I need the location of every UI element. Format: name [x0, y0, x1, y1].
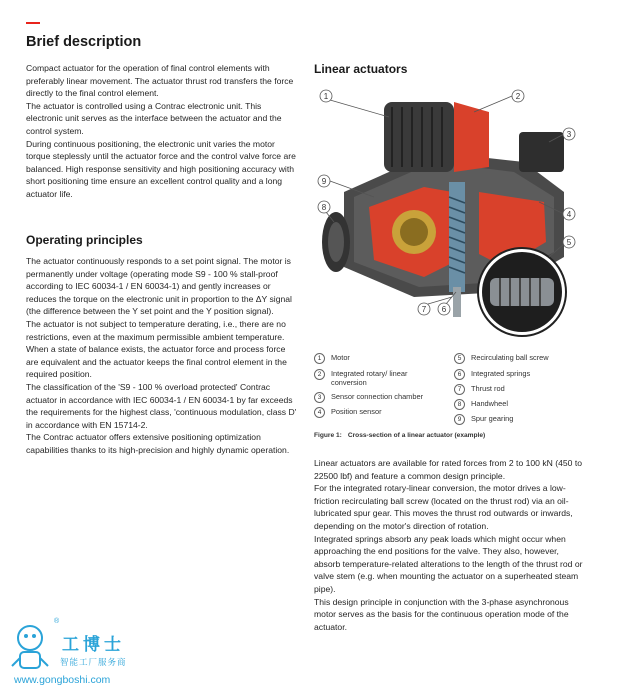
legend-label: Recirculating ball screw — [471, 353, 549, 362]
legend-label: Motor — [331, 353, 350, 362]
legend-number: 9 — [454, 414, 465, 425]
operating-paragraph: The Contrac actuator offers extensive positioning optimization capabilities thanks to its high-precision and highly dynamic operation. — [26, 432, 290, 455]
linear-paragraph: This design principle in conjunction with the 3-phase asynchronous motor serves as the basis for the continuous operation mode of the actuator. — [314, 596, 569, 632]
callout-label: 2 — [515, 92, 521, 101]
linear-paragraph: Linear actuators are available for rated forces from 2 to 100 kN (450 to 22500 lbf) and feature a common design principle. — [314, 458, 582, 481]
watermark-url: www.gongboshi.com — [14, 674, 111, 686]
legend-number: 5 — [454, 353, 465, 364]
linear-actuators-text — [314, 457, 584, 633]
legend-number: 7 — [454, 384, 465, 395]
legend-item — [314, 392, 423, 403]
legend-label: Thrust rod — [471, 384, 505, 393]
legend-label: Spur gearing — [471, 414, 514, 423]
caption-label: Figure 1: — [314, 432, 342, 439]
operating-paragraph: The actuator continuously responds to a set point signal. The motor is permanently under voltage (operating mode S9 - 100 % stall-proof according to IEC 60034-1 / EN 60034-1) and gently increases or reduces the torque on the electronic unit in proportion to the ΔY signal (the difference between the Y set point and the Y position signal). — [26, 256, 292, 317]
legend-label: Handwheel — [471, 399, 508, 408]
callout-label: 4 — [566, 210, 572, 219]
legend-number: 3 — [314, 392, 325, 403]
legend-item — [454, 369, 530, 380]
legend-item — [314, 353, 350, 364]
brief-description-text — [26, 62, 298, 201]
legend-number: 4 — [314, 407, 325, 418]
linear-paragraph: Integrated springs absorb any peak loads which might occur when approaching the end positions for the valve. They also, however, absorb temperature-related alterations to the length of the thrust rod or valve stem (e.g. when mounting the actuator on a superheated steam pipe). — [314, 533, 583, 594]
operating-principles-text — [26, 255, 298, 457]
legend-label: Sensor connection chamber — [331, 392, 424, 401]
accent-bar — [26, 22, 40, 24]
figure-caption — [314, 432, 491, 439]
callout-8 — [318, 201, 334, 222]
callout-label: 7 — [421, 305, 427, 314]
legend-item — [454, 414, 513, 425]
callout-2 — [474, 90, 524, 112]
legend-item — [454, 384, 505, 395]
callout-label: 8 — [321, 203, 327, 212]
legend-label: Position sensor — [331, 407, 382, 416]
page-title: Brief description — [26, 34, 142, 50]
legend-number: 2 — [314, 369, 325, 380]
callout-label: 5 — [566, 238, 572, 247]
callout-label: 1 — [323, 92, 329, 101]
operating-paragraph: The classification of the 'S9 - 100 % overload protected' Contrac actuator in accordance with IEC 60034-1 / EN 60034-1 by far exceeds the requirements for the highest class, 'continuous modulation, class D' in accordance with EN 15714-2. — [26, 381, 297, 430]
linear-paragraph: For the integrated rotary-linear conversion, the motor drives a low-friction recirculating ball screw (located on the thrust rod) via an oil-lubricated spur gear. This moves the thrust rod outwards or inwards, depending on the motor's direction of rotation. — [314, 483, 573, 531]
actuator-cross-section-figure — [314, 82, 584, 346]
legend-item — [314, 369, 424, 387]
linear-actuators-heading: Linear actuators — [314, 62, 408, 76]
watermark-title: 工博士 — [62, 635, 125, 654]
registered-mark: ® — [54, 618, 60, 625]
legend-number: 8 — [454, 399, 465, 410]
brief-paragraph: The actuator is controlled using a Contrac electronic unit. This electronic unit serves as the interface between the actuator and the control system. — [26, 100, 282, 136]
handwheel-illustration — [322, 212, 350, 272]
legend-item — [454, 353, 549, 364]
brief-paragraph: During continuous positioning, the electronic unit varies the motor torque steplessly until the actuator force and the control valve force are balanced. High response sensitivity and high positioning accuracy with short positioning time ensure an excellent control quality and a long actuator life. — [26, 138, 296, 199]
callout-1 — [320, 90, 389, 117]
ball-screw-inset — [478, 248, 566, 336]
callout-label: 9 — [321, 177, 327, 186]
legend-number: 1 — [314, 353, 325, 364]
legend-label: Integrated rotary/ linear conversion — [331, 369, 408, 387]
legend-number: 6 — [454, 369, 465, 380]
callout-label: 6 — [441, 305, 447, 314]
operating-principles-heading: Operating principles — [26, 233, 143, 247]
brief-paragraph: Compact actuator for the operation of final control elements with preferably linear movement. The actuator thrust rod transfers the force directly to the final control element. — [26, 63, 294, 99]
operating-paragraph: The actuator is not subject to temperature derating, i.e., there are no restrictions, even at the maximum permissible ambient temperature. When a state of balance exists, the actuator force and process force are equivalent and the actuator keeps the final control element in the required position. — [26, 318, 287, 380]
watermark-subtitle: 智能工厂服务商 — [60, 657, 127, 667]
callout-label: 3 — [566, 130, 572, 139]
legend-item — [314, 407, 382, 418]
motor-illustration — [384, 102, 489, 172]
caption-text: Cross-section of a linear actuator (example) — [347, 432, 486, 439]
legend-label: Integrated springs — [471, 369, 531, 378]
legend-item — [454, 399, 508, 410]
